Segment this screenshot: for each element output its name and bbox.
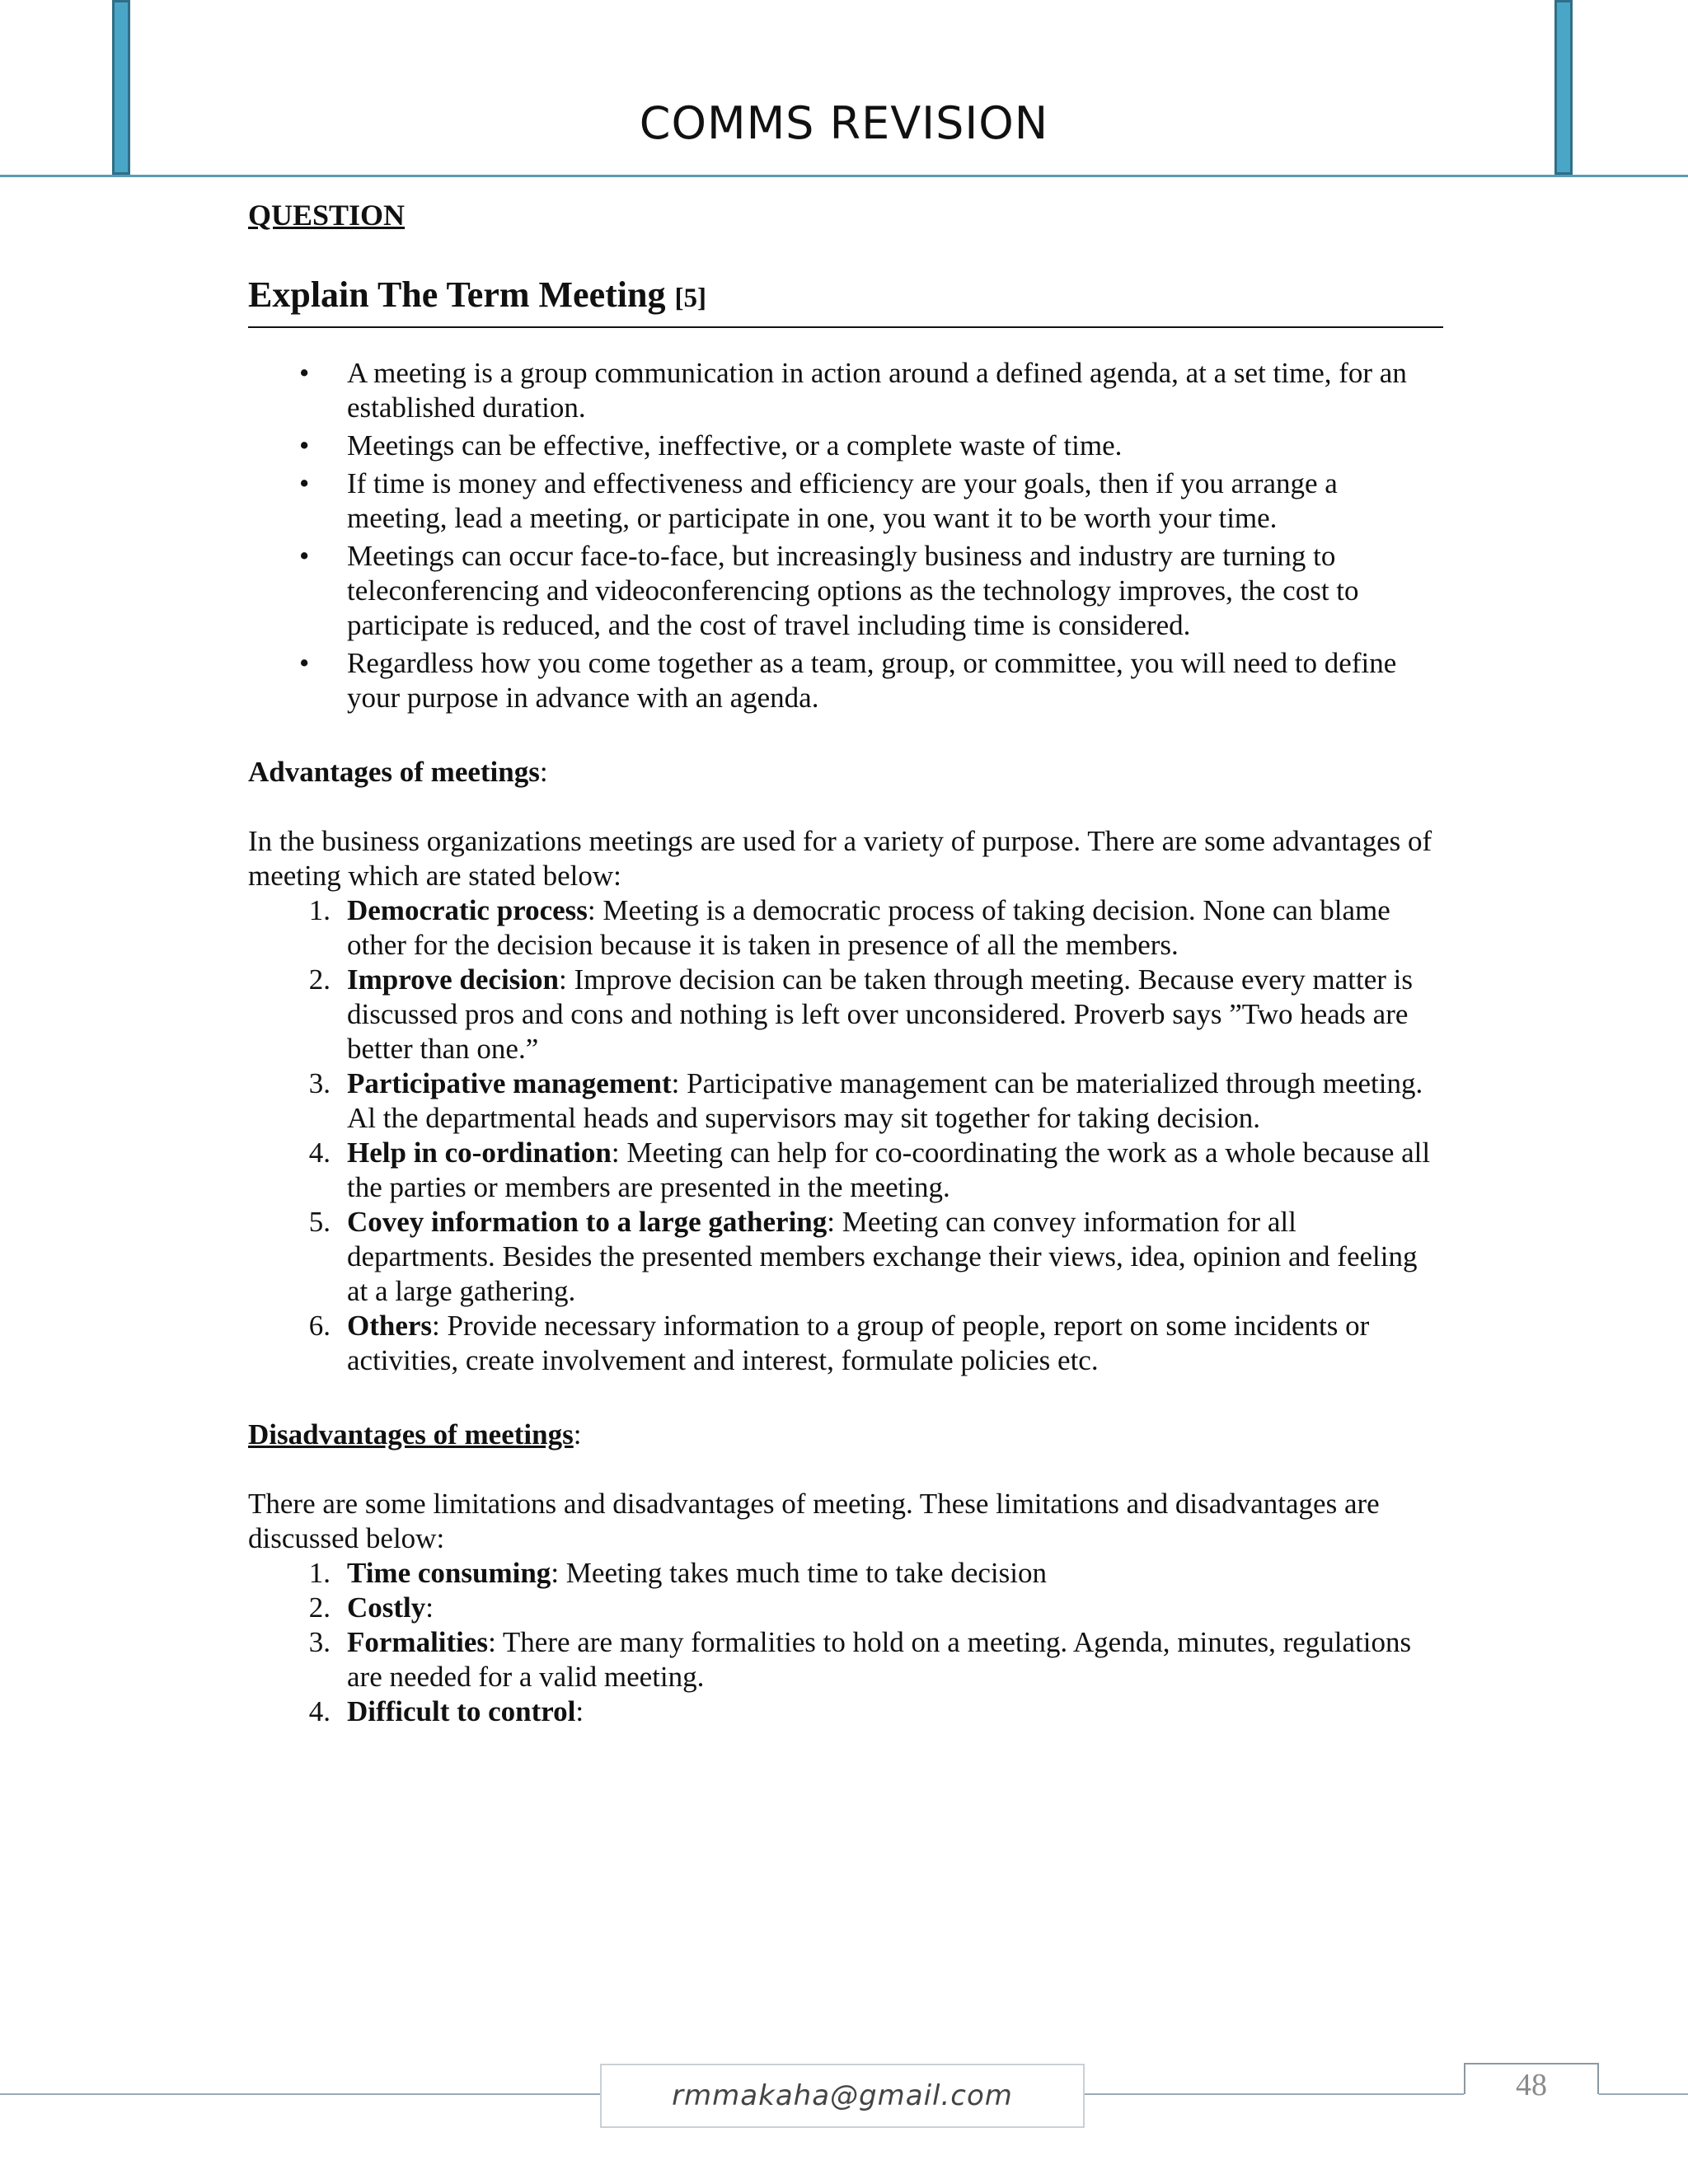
item-term: Participative management — [347, 1067, 672, 1099]
heading-text: Explain The Term Meeting — [248, 274, 675, 315]
footer-email: rmmakaha@gmail.com — [600, 2064, 1085, 2128]
list-item — [248, 1309, 1443, 1378]
list-item — [248, 1556, 1443, 1591]
disadvantages-title-colon: : — [573, 1418, 582, 1451]
bullet-dot-icon: • — [299, 467, 310, 499]
advantages-title-text: Advantages of meetings — [248, 756, 540, 788]
list-item — [248, 1591, 1443, 1625]
bullet-item — [248, 539, 1443, 643]
item-text: : Improve decision can be taken through meeting. Because every matter is discussed pros and cons and nothing is left over unconsidered. Proverb says ”Two heads are better than one.” — [347, 963, 1414, 1065]
item-text: : Meeting can convey information for all departments. Besides the presented members exchange their views, idea, opinion and feeling at a large gathering. — [347, 1206, 1418, 1307]
item-number: 3. — [308, 1626, 331, 1658]
item-number: 4. — [308, 1695, 331, 1727]
item-number: 1. — [308, 894, 331, 926]
item-number: 6. — [308, 1310, 331, 1342]
list-item — [248, 1694, 1443, 1729]
bullet-text: Meetings can occur face-to-face, but increasingly business and industry are turning to teleconferencing and videoconferencing options as the technology improves, the cost to participate is reduced, and the cost of travel including time is considered. — [347, 540, 1359, 641]
heading-marks: [5] — [674, 284, 706, 313]
advantages-title — [248, 755, 1443, 790]
bullet-item — [248, 466, 1443, 536]
bullet-dot-icon: • — [299, 429, 310, 462]
item-text: : Meeting is a democratic process of taking decision. None can blame other for the decision because it is taken in presence of all the members. — [347, 894, 1390, 961]
item-text: : Provide necessary information to a group of people, report on some incidents or activities, create involvement and interest, formulate policies etc. — [347, 1310, 1370, 1376]
list-item — [248, 1136, 1443, 1205]
item-number: 1. — [308, 1557, 331, 1589]
item-term: Difficult to control — [347, 1695, 576, 1727]
item-term: Help in co-ordination — [347, 1137, 612, 1169]
item-number: 3. — [308, 1067, 331, 1099]
disadvantages-title — [248, 1418, 1443, 1452]
question-label: QUESTION — [248, 199, 406, 232]
footer-rule-right — [1599, 2093, 1688, 2095]
item-term: Costly — [347, 1591, 426, 1624]
advantages-list — [248, 893, 1443, 1378]
bullet-item — [248, 356, 1443, 425]
list-item — [248, 1205, 1443, 1309]
item-number: 4. — [308, 1137, 331, 1169]
advantages-intro: In the business organizations meetings are used for a variety of purpose. There are some advantages of meeting which are stated below: — [248, 825, 1432, 892]
list-item — [248, 1625, 1443, 1694]
page-header-title: COMMS REVISION — [639, 97, 1049, 149]
item-term: Covey information to a large gathering — [347, 1206, 828, 1238]
item-term: Formalities — [347, 1626, 489, 1658]
page-number: 48 — [1516, 2068, 1547, 2102]
bullet-text: Meetings can be effective, ineffective, or a complete waste of time. — [347, 429, 1123, 462]
list-item — [248, 1066, 1443, 1136]
disadvantages-list — [248, 1556, 1443, 1729]
bullet-text: If time is money and effectiveness and efficiency are your goals, then if you arrange a meeting, lead a meeting, or participate in one, you want it to be worth your time. — [347, 467, 1338, 534]
item-text: : Meeting takes much time to take decision — [551, 1557, 1047, 1589]
bullet-text: A meeting is a group communication in action around a defined agenda, at a set time, for an established duration. — [347, 357, 1407, 424]
bullet-item — [248, 429, 1443, 463]
list-item — [248, 963, 1443, 1066]
disadvantages-intro: There are some limitations and disadvantages of meeting. These limitations and disadvantages are discussed below: — [248, 1488, 1380, 1554]
item-term: Improve decision — [347, 963, 559, 996]
bullet-dot-icon: • — [299, 540, 310, 572]
definition-bullets — [248, 356, 1443, 715]
header-rule — [0, 175, 1688, 177]
disadvantages-title-text: Disadvantages of meetings — [248, 1418, 574, 1451]
item-text: : Meeting can help for co-coordinating the work as a whole because all the parties or members are presented in the meeting. — [347, 1137, 1431, 1203]
bullet-item — [248, 646, 1443, 715]
item-number: 2. — [308, 963, 331, 996]
advantages-title-colon: : — [539, 756, 548, 788]
list-item — [248, 893, 1443, 963]
bullet-dot-icon: • — [299, 357, 310, 389]
item-number: 2. — [308, 1591, 331, 1624]
question-heading — [248, 274, 1443, 328]
bullet-dot-icon: • — [299, 647, 310, 679]
item-text: : Participative management can be materialized through meeting. Al the departmental heads and supervisors may sit together for taking decision. — [347, 1067, 1423, 1134]
item-term: Democratic process — [347, 894, 588, 926]
item-text: : — [425, 1591, 434, 1624]
item-text: : There are many formalities to hold on a meeting. Agenda, minutes, regulations are needed for a valid meeting. — [347, 1626, 1412, 1693]
item-text: : — [575, 1695, 584, 1727]
footer-rule-left — [0, 2093, 600, 2095]
footer-rule-middle — [1085, 2093, 1464, 2095]
item-number: 5. — [308, 1206, 331, 1238]
document-body — [248, 198, 1443, 1729]
item-term: Time consuming — [347, 1557, 551, 1589]
item-term: Others — [347, 1310, 433, 1342]
bullet-text: Regardless how you come together as a team, group, or committee, you will need to define your purpose in advance with an agenda. — [347, 647, 1397, 714]
